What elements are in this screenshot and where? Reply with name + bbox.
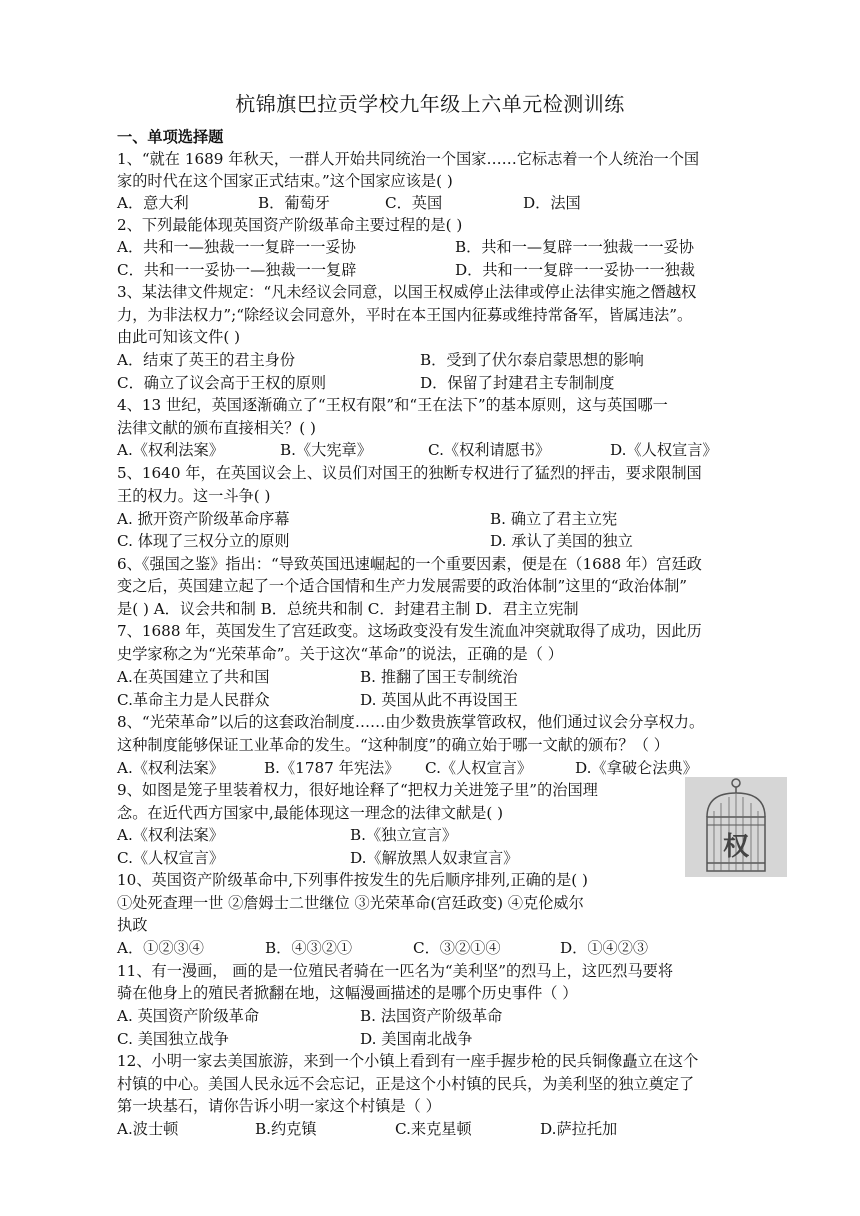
question-6-line-2: 变之后，英国建立起了一个适合国情和生产力发展需要的政治体制”这里的“政治体制” [117,577,688,595]
question-12-line-1: 12、小明一家去美国旅游，来到一个小镇上看到有一座手握步枪的民兵铜像矗立在这个 [117,1052,699,1070]
q2-option-a: A．共和一—独裁一一复辟一一妥协 [117,238,356,256]
q11-option-d: D. 美国南北战争 [360,1030,473,1048]
question-6-line-1: 6、《强国之鉴》指出：“导致英国迅速崛起的一个重要因素，便是在（1688 年）宫廷政 [117,555,702,573]
q3-option-b: B．受到了伏尔泰启蒙思想的影响 [420,351,644,369]
q4-option-b: B.《大宪章》 [280,441,372,459]
question-11-line-2: 骑在他身上的殖民者掀翻在地，这幅漫画描述的是哪个历史事件（ ） [117,984,578,1002]
power-cage-image [685,777,787,877]
page-title: 杭锦旗巴拉贡学校九年级上六单元检测训练 [235,92,625,116]
question-12-line-2: 村镇的中心。美国人民永远不会忘记，正是这个小村镇的民兵，为美利坚的独立奠定了 [117,1075,695,1093]
q5-option-c: C. 体现了三权分立的原则 [117,532,290,550]
question-8-line-1: 8、“光荣革命”以后的这套政治制度……由少数贵族掌管政权，他们通过议会分享权力。 [117,713,705,731]
question-3-line-2: 力，为非法权力”;“除经议会同意外，平时在本王国内征募或维持常备军，皆属违法”。 [117,306,693,324]
q9-option-c: C.《人权宣言》 [117,849,225,867]
question-3-line-1: 3、某法律文件规定：“凡未经议会同意，以国王权威停止法律或停止法律实施之僭越权 [117,283,697,301]
q1-option-b: B．葡萄牙 [258,194,330,212]
q1-option-d: D．法国 [523,194,581,212]
q11-option-a: A. 英国资产阶级革命 [117,1007,260,1025]
q5-option-a: A. 掀开资产阶级革命序幕 [117,510,290,528]
section-heading: 一、单项选择题 [117,128,224,146]
q4-option-c: C.《权利请愿书》 [428,441,551,459]
question-5-line-2: 王的权力。这一斗争( ) [117,487,271,505]
q12-option-b: B.约克镇 [255,1120,317,1138]
q1-option-a: A．意大利 [117,194,189,212]
question-10-line-2: ①处死查理一世 ②詹姆士二世继位 ③光荣革命(宫廷政变) ④克伦威尔 [117,894,584,912]
q8-option-d: D.《拿破仑法典》 [575,759,698,777]
q8-option-a: A.《权利法案》 [117,759,224,777]
q10-option-b: B．④③②① [265,939,353,957]
question-10-line-1: 10、英国资产阶级革命中,下列事件按发生的先后顺序排列,正确的是( ) [117,871,588,889]
q9-option-b: B.《独立宣言》 [350,826,458,844]
question-2-line-1: 2、下列最能体现英国资产阶级革命主要过程的是( ) [117,216,463,234]
question-6-line-3: 是( ) A．议会共和制 B．总统共和制 C．封建君主制 D．君主立宪制 [117,600,579,618]
q2-option-c: C．共和一一妥协一—独裁一一复辟 [117,261,357,279]
q4-option-d: D.《人权宣言》 [610,441,718,459]
question-1-line-2: 家的时代在这个国家正式结束。”这个国家应该是( ) [117,172,453,190]
question-11-line-1: 11、有一漫画， 画的是一位殖民者骑在一匹名为“美利坚”的烈马上，这匹烈马要将 [117,962,674,980]
question-4-line-2: 法律文献的颁布直接相关？( ) [117,419,316,437]
q3-option-d: D．保留了封建君主专制制度 [420,374,615,392]
q2-option-d: D．共和一一复辟一一妥协一一独裁 [455,261,695,279]
question-7-line-2: 史学家称之为“光荣革命”。关于这次“革命”的说法，正确的是（ ） [117,645,563,663]
q10-option-c: C．③②①④ [413,939,501,957]
question-8-line-2: 这种制度能够保证工业革命的发生。“这种制度”的确立始于哪一文献的颁布？（ ） [117,736,669,754]
q8-option-b: B.《1787 年宪法》 [264,759,400,777]
q7-option-b: B. 推翻了国王专制统治 [360,668,518,686]
q5-option-b: B. 确立了君主立宪 [490,510,618,528]
q8-option-c: C.《人权宣言》 [425,759,533,777]
q12-option-a: A.波士顿 [117,1120,179,1138]
q9-option-d: D.《解放黑人奴隶宣言》 [350,849,519,867]
cage-power-character: 权 [722,832,750,862]
q1-option-c: C．英国 [385,194,443,212]
question-4-line-1: 4、13 世纪，英国逐渐确立了“王权有限”和“王在法下”的基本原则，这与英国哪一 [117,396,668,414]
question-12-line-3: 第一块基石，请你告诉小明一家这个村镇是（ ） [117,1097,441,1115]
birdcage-icon [685,777,787,877]
q7-option-d: D. 英国从此不再设国王 [360,691,518,709]
question-1-line-1: 1、“就在 1689 年秋天，一群人开始共同统治一个国家……它标志着一个人统治一个国 [117,150,700,168]
question-7-line-1: 7、1688 年，英国发生了宫廷政变。这场政变没有发生流血冲突就取得了成功，因此历 [117,622,702,640]
q9-option-a: A.《权利法案》 [117,826,224,844]
question-3-line-3: 由此可知该文件( ) [117,328,240,346]
q11-option-b: B. 法国资产阶级革命 [360,1007,503,1025]
q2-option-b: B．共和一—复辟一一独裁一一妥协 [455,238,694,256]
q10-option-a: A．①②③④ [117,939,204,957]
q3-option-c: C．确立了议会高于王权的原则 [117,374,327,392]
question-5-line-1: 5、1640 年，在英国议会上、议员们对国王的独断专权进行了猛烈的抨击，要求限制国 [117,464,702,482]
question-9-line-2: 念。在近代西方国家中,最能体现这一理念的法律文献是( ) [117,804,504,822]
q10-option-d: D．①④②③ [560,939,649,957]
question-9-line-1: 9、如图是笼子里装着权力，很好地诠释了“把权力关进笼子里”的治国理 [117,781,598,799]
question-10-line-3: 执政 [117,916,148,934]
q12-option-c: C.来克星顿 [395,1120,472,1138]
q12-option-d: D.萨拉托加 [540,1120,618,1138]
q5-option-d: D. 承认了美国的独立 [490,532,633,550]
q4-option-a: A.《权利法案》 [117,441,224,459]
q7-option-a: A.在英国建立了共和国 [117,668,270,686]
q7-option-c: C.革命主力是人民群众 [117,691,270,709]
q3-option-a: A．结束了英王的君主身份 [117,351,296,369]
q11-option-c: C. 美国独立战争 [117,1030,229,1048]
